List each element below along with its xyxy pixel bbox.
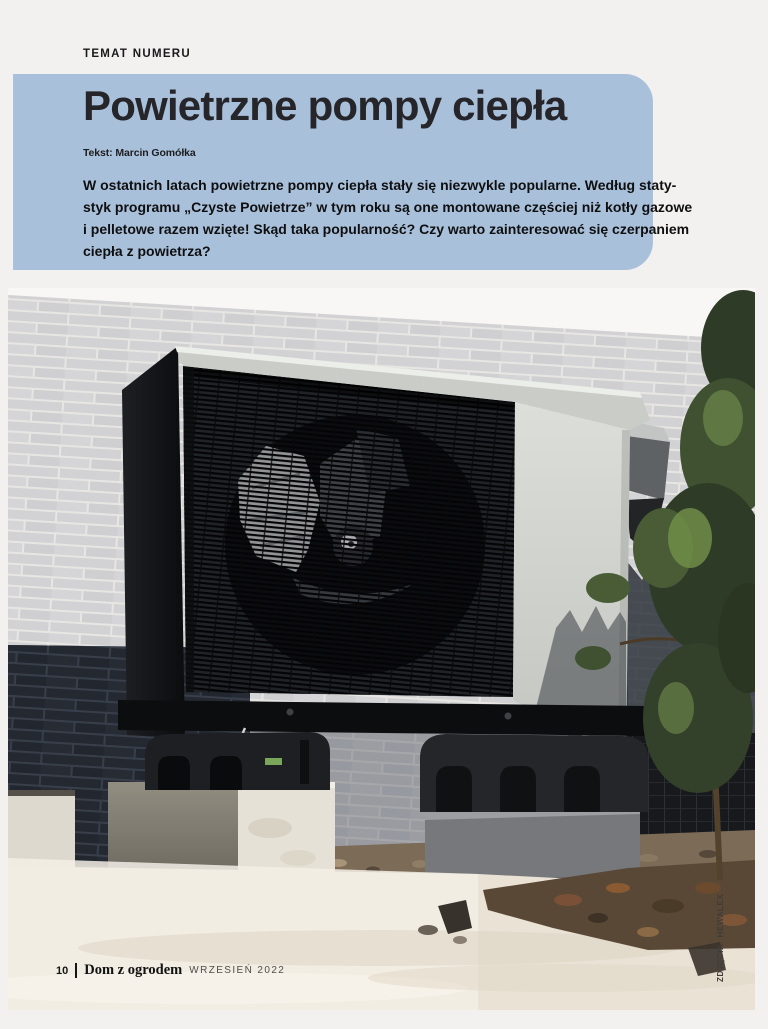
- section-label: TEMAT NUMERU: [83, 48, 192, 60]
- page-footer: [56, 962, 285, 979]
- concrete-curb: [8, 790, 75, 870]
- lead-line-3: i pelletowe razem wzięte! Skąd taka popularność? Czy warto zainteresować się czerpaniem: [83, 221, 690, 237]
- page-title: Powietrzne pompy ciepła: [83, 82, 567, 129]
- page-number: 10: [56, 964, 69, 977]
- byline: Tekst: Marcin Gomółka: [83, 147, 196, 159]
- unit-left-face: [122, 346, 185, 738]
- issue-date: WRZESIEŃ 2022: [189, 965, 286, 976]
- heat-pump-photo: [8, 288, 755, 1010]
- unit-front-grille: [173, 353, 528, 713]
- lead-paragraph: [83, 174, 693, 262]
- footer-divider: [75, 963, 77, 978]
- intro-box: [13, 74, 693, 270]
- lead-line-4: ciepła z powietrza?: [83, 243, 211, 259]
- damper-label: [265, 758, 282, 765]
- heat-pump-photo-art: [8, 288, 755, 1010]
- magazine-name: Dom z ogrodem: [84, 962, 183, 978]
- photo-credit: ZDJĘCIA: HEWALEX: [716, 893, 725, 982]
- lead-line-1: W ostatnich latach powietrzne pompy ciepła stały się niezwykle popularne. Według staty-: [83, 177, 677, 193]
- lead-line-2: styk programu „Czyste Powietrze” w tym roku są one montowane częściej niż kotły gazowe: [83, 199, 693, 215]
